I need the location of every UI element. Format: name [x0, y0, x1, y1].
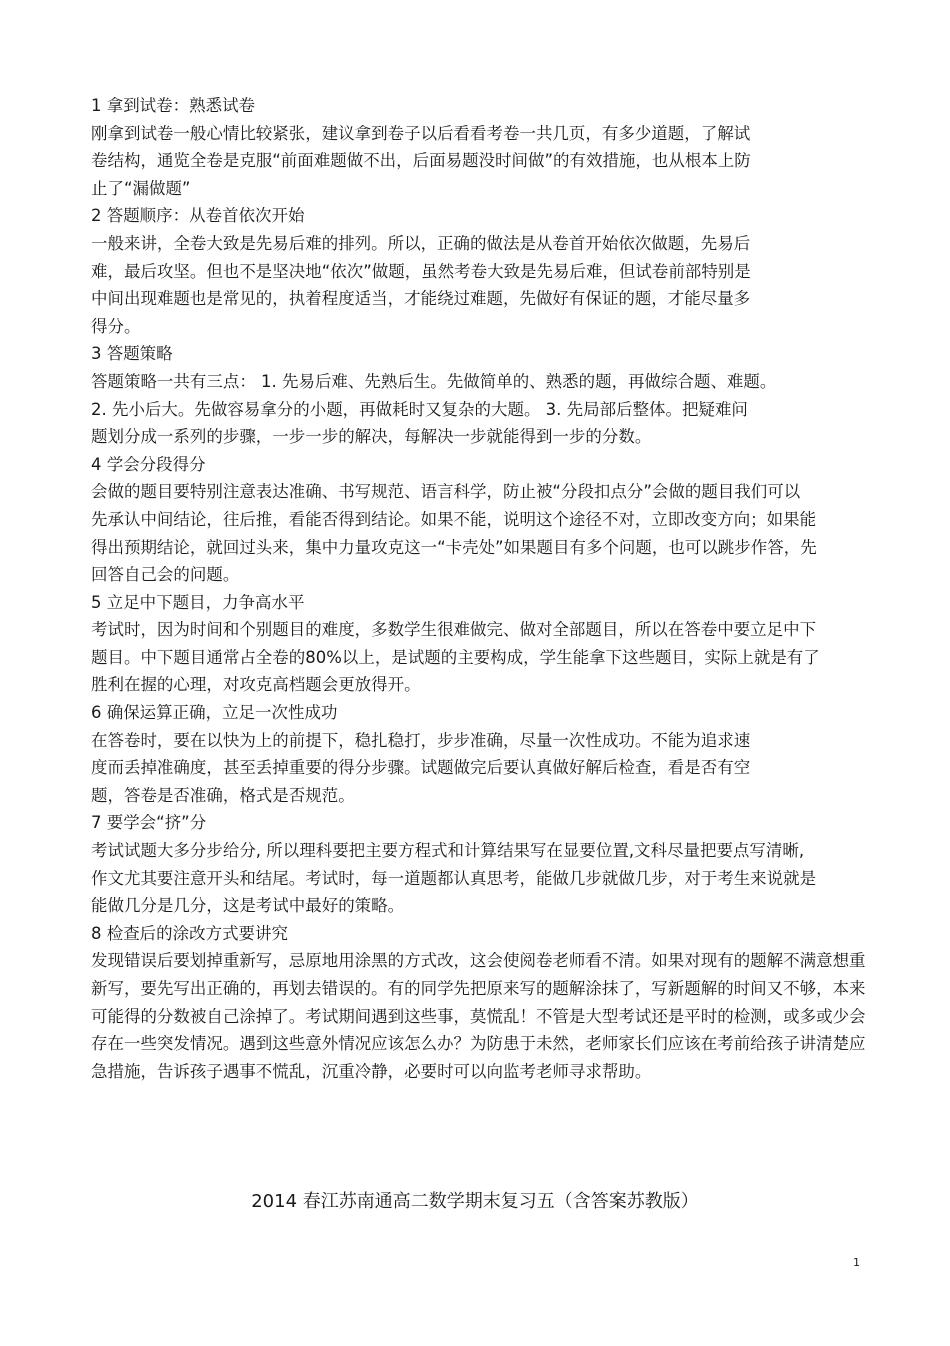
paragraph-line: 刚拿到试卷一般心情比较紧张，建议拿到卷子以后看看考卷一共几页，有多少道题，了解试 [91, 123, 751, 143]
paragraph-line: 题目。中下题目通常占全卷的80%以上，是试题的主要构成，学生能拿下这些题目，实际上就是有了 [91, 647, 820, 667]
section-heading: 5 立足中下题目，力争高水平 [91, 592, 305, 612]
paragraph-line: 作文尤其要注意开头和结尾。考试时，每一道题都认真思考，能做几步就做几步，对于考生来说就是 [91, 868, 817, 888]
paragraph-line: 难，最后攻坚。但也不是坚决地“依次”做题，虽然考卷大致是先易后难，但试卷前部特别是 [91, 261, 751, 281]
paragraph-line: 2. 先小后大。先做容易拿分的小题，再做耗时又复杂的大题。 3. 先局部后整体。把疑难问 [91, 399, 748, 419]
paragraph-line: 卷结构，通览全卷是克服“前面难题做不出，后面易题没时间做”的有效措施，也从根本上防 [91, 151, 751, 171]
paragraph-line: 回答自己会的问题。 [91, 565, 240, 585]
paragraph-line: 题划分成一系列的步骤，一步一步的解决，每解决一步就能得到一步的分数。 [91, 427, 652, 447]
paragraph-line: 在答卷时，要在以快为上的前提下，稳扎稳打，步步准确，尽量一次性成功。不能为追求速 [91, 730, 751, 750]
paragraph-line: 得分。 [91, 316, 141, 336]
paragraph-line: 可能得的分数被自己涂掉了。考试期间遇到这些事，莫慌乱！不管是大型考试还是平时的检测，或多或少会 [91, 1006, 866, 1026]
paragraph-line: 度而丢掉准确度，甚至丢掉重要的得分步骤。试题做完后要认真做好解后检查，看是否有空 [91, 758, 751, 778]
paragraph-line: 题，答卷是否准确，格式是否规范。 [91, 785, 355, 805]
paragraph-line: 存在一些突发情况。遇到这些意外情况应该怎么办？为防患于未然，老师家长们应该在考前给孩子讲清楚应 [91, 1034, 866, 1054]
document-body [91, 92, 891, 1085]
paragraph-line: 止了“漏做题” [91, 178, 191, 198]
page-number: 1 [853, 1256, 860, 1269]
section-heading: 3 答题策略 [91, 344, 173, 364]
paragraph-line: 新写，要先写出正确的，再划去错误的。有的同学先把原来写的题解涂抹了，写新题解的时间又不够，本来 [91, 979, 866, 998]
document-title: 2014 春江苏南通高二数学期末复习五（含答案苏教版） [251, 1191, 699, 1212]
paragraph-line: 中间出现难题也是常见的，执着程度适当，才能绕过难题，先做好有保证的题，才能尽量多 [91, 289, 751, 309]
paragraph-line: 答题策略一共有三点： 1. 先易后难、先熟后生。先做简单的、熟悉的题，再做综合题、难题。 [91, 371, 777, 391]
paragraph-line: 一般来讲，全卷大致是先易后难的排列。所以，正确的做法是从卷首开始依次做题，先易后 [91, 233, 751, 253]
paragraph-line: 能做几分是几分，这是考试中最好的策略。 [91, 896, 405, 916]
section-heading: 1 拿到试卷：熟悉试卷 [91, 96, 256, 115]
paragraph-line: 胜利在握的心理，对攻克高档题会更放得开。 [91, 675, 421, 695]
paragraph-line: 考试试题大多分步给分, 所以理科要把主要方程式和计算结果写在显要位置,文科尽量把要点写清晰, [91, 841, 805, 861]
section-heading: 7 要学会“挤”分 [91, 813, 207, 833]
section-heading: 8 检查后的涂改方式要讲究 [91, 923, 289, 943]
section-heading: 2 答题顺序：从卷首依次开始 [91, 206, 305, 226]
paragraph-line: 发现错误后要划掉重新写，忌原地用涂黑的方式改，这会使阅卷老师看不清。如果对现有的题解不满意想重 [91, 951, 866, 971]
paragraph-line: 考试时，因为时间和个别题目的难度，多数学生很难做完、做对全部题目，所以在答卷中要立足中下 [91, 620, 817, 640]
paragraph-line: 急措施，告诉孩子遇事不慌乱，沉重冷静，必要时可以向监考老师寻求帮助。 [91, 1061, 652, 1081]
paragraph-line: 得出预期结论，就回过头来，集中力量攻克这一“卡壳处”如果题目有多个问题，也可以跳步作答，先 [91, 537, 817, 557]
paragraph-line: 先承认中间结论，往后推，看能否得到结论。如果不能，说明这个途径不对，立即改变方向；如果能 [91, 509, 817, 529]
section-heading: 6 确保运算正确，立足一次性成功 [91, 703, 338, 723]
section-heading: 4 学会分段得分 [91, 454, 206, 474]
paragraph-line: 会做的题目要特别注意表达准确、书写规范、语言科学，防止被“分段扣点分”会做的题目我们可以 [91, 482, 801, 502]
